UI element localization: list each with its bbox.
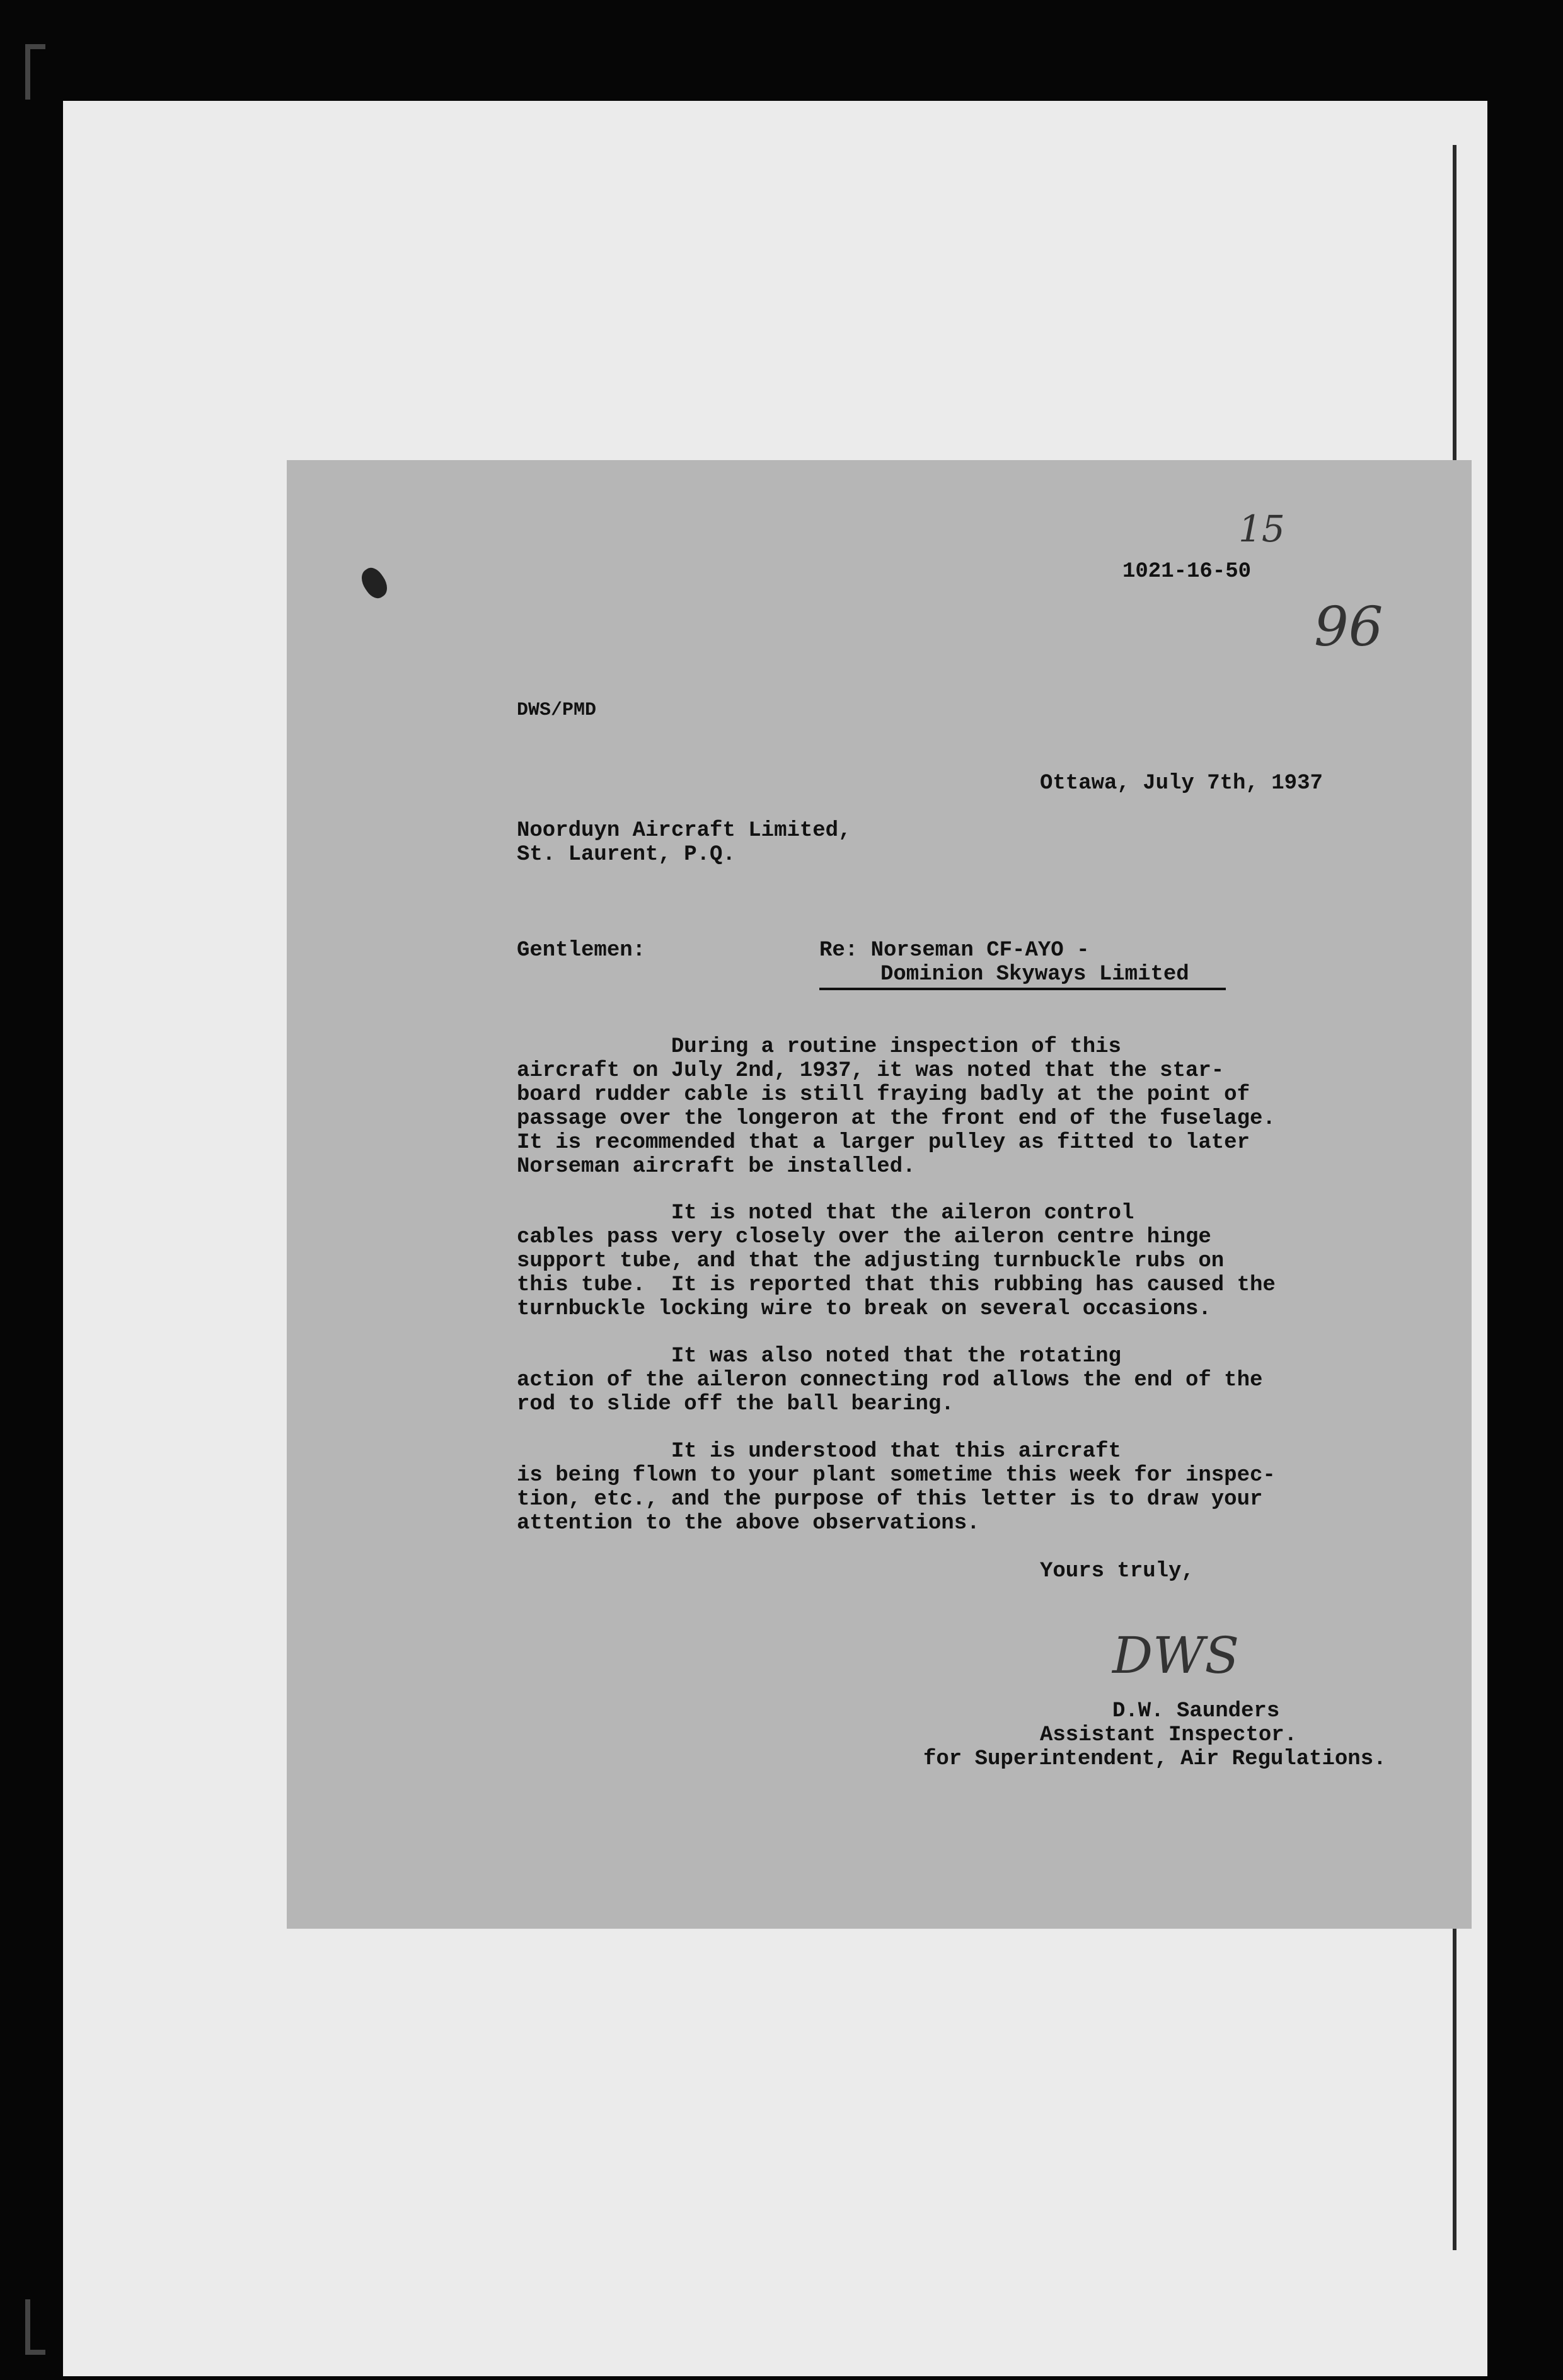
signatory-name: D.W. Saunders [1112, 1699, 1280, 1723]
subject-line-2: Dominion Skyways Limited [880, 962, 1189, 986]
date-line: Ottawa, July 7th, 1937 [1040, 771, 1323, 795]
addressee-line-2: St. Laurent, P.Q. [517, 843, 735, 867]
signatory-title: Assistant Inspector. [1040, 1723, 1298, 1747]
handwritten-file-suffix: 15 [1238, 507, 1285, 550]
crop-mark-bottom-left [25, 2299, 45, 2355]
signatory-on-behalf: for Superintendent, Air Regulations. [923, 1747, 1387, 1771]
handwritten-page-number: 96 [1314, 596, 1383, 659]
ink-smudge [357, 564, 393, 602]
crop-mark-top-left [25, 44, 45, 100]
signature: DWS [1112, 1626, 1240, 1685]
file-number: 1021-16-50 [1122, 560, 1252, 584]
subject-underline [819, 988, 1226, 990]
body-paragraph-2: It is noted that the aileron control cables pass very closely over the aileron centre hinge support tube, and that the adjusting turnbuckle rubs on this tube. It is reported that this rubbing has caused the turnbuckle locking wire to break on several occasions. [517, 1201, 1276, 1321]
closing: Yours truly, [1040, 1559, 1194, 1583]
reference-initials: DWS/PMD [517, 700, 597, 721]
letter-sheet [287, 460, 1472, 1929]
subject-line-1: Re: Norseman CF-AYO - [819, 939, 1090, 962]
body-paragraph-3: It was also noted that the rotating action of the aileron connecting rod allows the end of the rod to slide off the ball bearing. [517, 1344, 1263, 1416]
salutation: Gentlemen: [517, 939, 646, 962]
addressee-line-1: Noorduyn Aircraft Limited, [517, 819, 851, 843]
body-paragraph-4: It is understood that this aircraft is being flown to your plant sometime this week for inspec- tion, etc., and the purpose of this letter is to draw your attention to the above observations. [517, 1440, 1276, 1535]
body-paragraph-1: During a routine inspection of this aircraft on July 2nd, 1937, it was noted that the star- board rudder cable is still fraying badly at the point of passage over the longeron at the front end of the fuselage. It is recommended that a larger pulley as fitted to later Norseman aircraft be installed. [517, 1035, 1276, 1179]
